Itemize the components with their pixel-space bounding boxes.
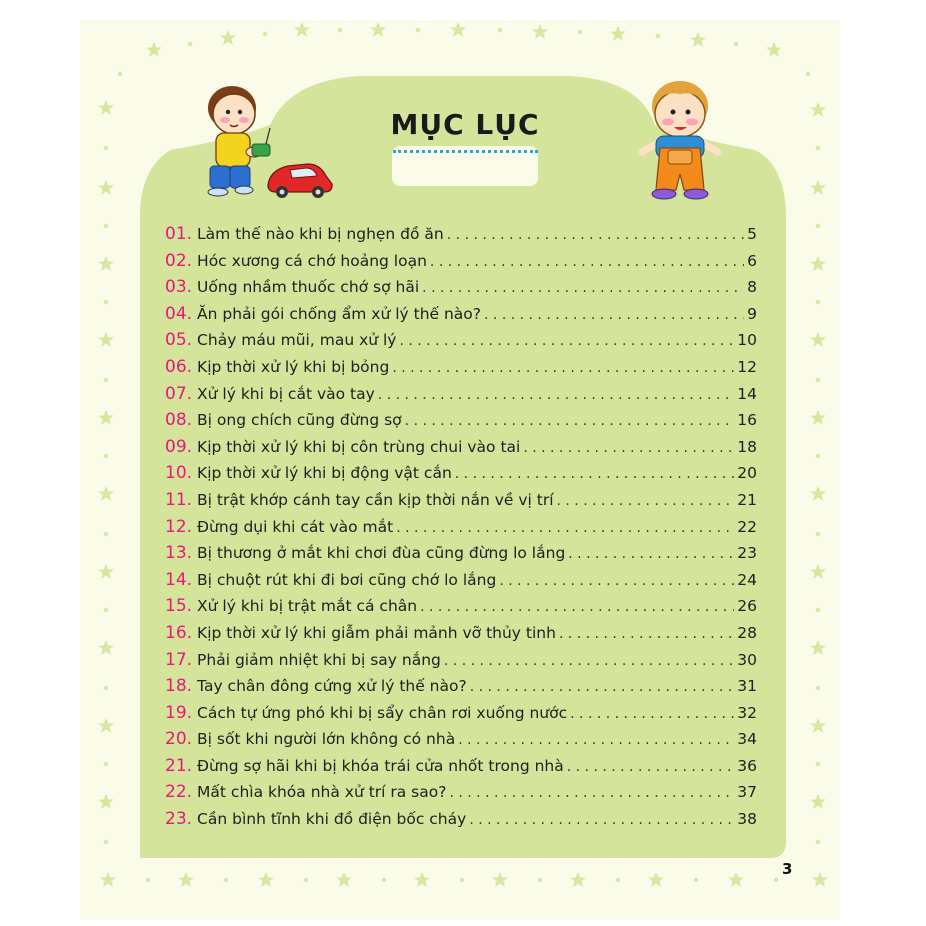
toc-entry-number: 15. <box>165 596 193 617</box>
toc-entry-number: 04. <box>165 303 193 324</box>
toc-entry-number: 01. <box>165 224 193 244</box>
toc-entry[interactable] <box>165 596 757 623</box>
toc-entry[interactable] <box>165 357 757 384</box>
toc-entry-page: 36 <box>737 756 757 775</box>
toc-entry-number: 11. <box>165 489 193 510</box>
toc-entry[interactable] <box>165 809 757 836</box>
toc-entry-title: Uống nhầm thuốc chớ sợ hãi <box>197 278 420 297</box>
toc-entry[interactable] <box>165 782 757 809</box>
toc-entry[interactable] <box>165 330 757 357</box>
toc-entry-title: Bị trật khớp cánh tay cần kịp thời nắn về vị trí <box>197 490 554 509</box>
boy-with-car-illustration <box>196 80 341 200</box>
toc-entry-page: 14 <box>737 384 757 403</box>
toc-entry-title: Bị sốt khi người lớn không có nhà <box>197 730 456 749</box>
toc-entry-page: 22 <box>737 517 757 536</box>
toc-entry-page: 5 <box>747 225 757 243</box>
toc-entry-number: 21. <box>165 755 193 776</box>
toc-entry-title: Cần bình tĩnh khi đồ điện bốc cháy <box>197 810 467 829</box>
title-underline <box>393 150 538 153</box>
toc-entry[interactable] <box>165 543 757 570</box>
toc-entry[interactable] <box>165 703 757 730</box>
toc-entry[interactable] <box>165 277 757 304</box>
toc-entry-page: 26 <box>737 597 757 616</box>
toc-entry-title: Mất chìa khóa nhà xử trí ra sao? <box>197 783 447 802</box>
toc-entry-title: Xử lý khi bị cắt vào tay <box>197 384 375 403</box>
toc-entry[interactable] <box>165 251 757 278</box>
toc-entry[interactable] <box>165 756 757 783</box>
toc-leader-dots <box>499 573 734 589</box>
toc-leader-dots <box>392 360 734 376</box>
toc-entry[interactable] <box>165 623 757 650</box>
toc-entry-title: Hóc xương cá chớ hoảng loạn <box>197 251 427 270</box>
toc-entry[interactable] <box>165 676 757 703</box>
toc-entry-page: 37 <box>737 783 757 802</box>
toc-entry-page: 9 <box>747 304 757 323</box>
toc-entry-number: 23. <box>165 809 193 830</box>
toc-entry-title: Làm thế nào khi bị nghẹn đồ ăn <box>197 225 444 243</box>
toc-entry-number: 09. <box>165 436 193 457</box>
toc-entry-title: Kịp thời xử lý khi giẫm phải mảnh vỡ thủy tinh <box>197 623 556 642</box>
toc-entry[interactable] <box>165 570 757 597</box>
toc-leader-dots <box>399 333 734 349</box>
toc-entry-title: Đừng dụi khi cát vào mắt <box>197 517 394 536</box>
toc-entry[interactable] <box>165 650 757 677</box>
toc-entry-number: 19. <box>165 702 193 723</box>
toc-entry-page: 8 <box>747 278 757 297</box>
toc-entry-number: 02. <box>165 250 193 271</box>
toc-entry-title: Ăn phải gói chống ẩm xử lý thế nào? <box>197 304 482 323</box>
toc-entry-number: 18. <box>165 676 193 697</box>
toc-entry-page: 34 <box>737 730 757 749</box>
page-number: 3 <box>782 860 793 878</box>
toc-entry-number: 07. <box>165 383 193 404</box>
toc-leader-dots <box>447 227 744 243</box>
toc-leader-dots <box>567 759 735 775</box>
toc-leader-dots <box>458 732 734 748</box>
toc-leader-dots <box>557 493 735 509</box>
toc-entry-page: 18 <box>737 437 757 456</box>
toc-leader-dots <box>568 546 734 562</box>
toc-entry-title: Bị ong chích cũng đừng sợ <box>197 411 402 430</box>
toc-entry-page: 31 <box>737 677 757 696</box>
toc-entry-page: 10 <box>737 331 757 350</box>
toc-entry-number: 17. <box>165 649 193 670</box>
toc-leader-dots <box>405 413 735 429</box>
toc-entry-page: 12 <box>737 357 757 376</box>
boy-waving-illustration <box>630 78 730 206</box>
toc-entry-page: 30 <box>737 650 757 669</box>
toc-entry-number: 16. <box>165 622 193 643</box>
toc-leader-dots <box>420 599 734 615</box>
toc-entry-page: 23 <box>737 544 757 563</box>
toc-entry[interactable] <box>165 490 757 517</box>
toc-leader-dots <box>449 785 734 801</box>
toc-leader-dots <box>570 706 734 722</box>
toc-entry[interactable] <box>165 304 757 331</box>
toc-entry-title: Tay chân đông cứng xử lý thế nào? <box>197 677 467 696</box>
page-title: MỤC LỤC <box>390 108 540 141</box>
toc-entry[interactable] <box>165 517 757 544</box>
toc-leader-dots <box>444 653 734 669</box>
table-of-contents <box>165 224 757 836</box>
toc-entry-number: 03. <box>165 277 193 298</box>
toc-entry-page: 16 <box>737 411 757 430</box>
toc-leader-dots <box>559 626 734 642</box>
toc-entry-title: Phải giảm nhiệt khi bị say nắng <box>197 650 441 669</box>
toc-leader-dots <box>523 440 734 456</box>
toc-entry-number: 22. <box>165 782 193 803</box>
toc-entry-number: 12. <box>165 516 193 537</box>
toc-entry-number: 06. <box>165 356 193 377</box>
toc-entry-title: Kịp thời xử lý khi bị bỏng <box>197 357 390 376</box>
toc-leader-dots <box>484 307 744 323</box>
toc-entry-title: Bị chuột rút khi đi bơi cũng chớ lo lắng <box>197 570 497 589</box>
toc-leader-dots <box>469 812 734 828</box>
toc-leader-dots <box>455 466 734 482</box>
toc-entry-title: Kịp thời xử lý khi bị động vật cắn <box>197 464 452 483</box>
toc-entry-number: 13. <box>165 543 193 564</box>
toc-entry-title: Bị thương ở mắt khi chơi đùa cũng đừng lo lắng <box>197 544 566 563</box>
toc-entry-number: 20. <box>165 729 193 750</box>
toc-entry-title: Kịp thời xử lý khi bị côn trùng chui vào tai <box>197 437 521 456</box>
toc-entry[interactable] <box>165 224 757 251</box>
toc-entry-page: 24 <box>737 570 757 589</box>
toc-entry[interactable] <box>165 463 757 490</box>
toc-entry-page: 28 <box>737 623 757 642</box>
toc-entry-title: Đừng sợ hãi khi bị khóa trái cửa nhốt trong nhà <box>197 756 564 775</box>
toc-entry[interactable] <box>165 384 757 411</box>
toc-entry-page: 20 <box>737 464 757 483</box>
toc-entry-page: 38 <box>737 810 757 829</box>
toc-leader-dots <box>422 280 744 296</box>
toc-entry-page: 32 <box>737 703 757 722</box>
toc-leader-dots <box>430 254 744 270</box>
toc-entry-number: 08. <box>165 410 193 431</box>
toc-entry-number: 05. <box>165 330 193 351</box>
toc-entry-title: Cách tự ứng phó khi bị sẩy chân rơi xuống nước <box>197 703 568 722</box>
toc-entry-number: 14. <box>165 569 193 590</box>
toc-leader-dots <box>396 520 734 536</box>
toc-entry[interactable] <box>165 729 757 756</box>
toc-leader-dots <box>470 679 735 695</box>
toc-entry-page: 21 <box>737 490 757 509</box>
toc-entry[interactable] <box>165 410 757 437</box>
toc-entry-title: Chảy máu mũi, mau xử lý <box>197 331 397 350</box>
toc-entry-page: 6 <box>747 251 757 270</box>
toc-entry[interactable] <box>165 437 757 464</box>
toc-leader-dots <box>378 387 734 403</box>
toc-entry-number: 10. <box>165 463 193 484</box>
toc-entry-title: Xử lý khi bị trật mắt cá chân <box>197 597 418 616</box>
